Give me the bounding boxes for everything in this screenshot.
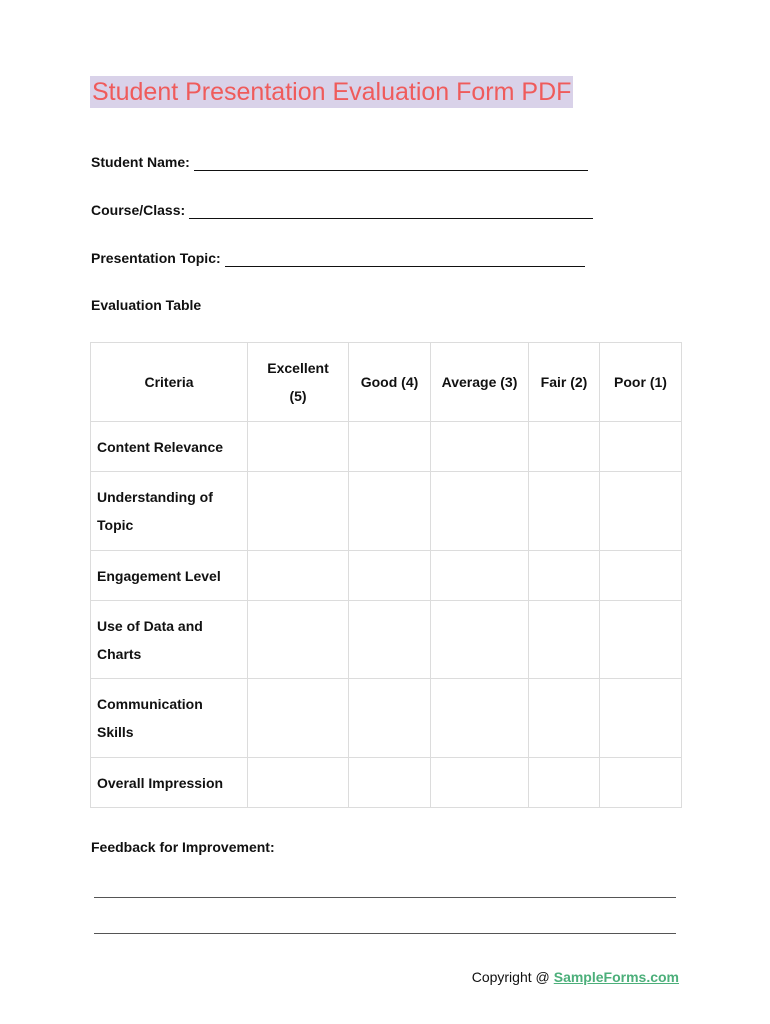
rating-cell-good[interactable]	[349, 551, 431, 601]
criteria-engagement-level	[91, 551, 248, 601]
criteria-label: Overall Impression	[97, 774, 224, 791]
header-criteria: Criteria	[91, 343, 248, 422]
rating-cell-poor[interactable]	[600, 679, 682, 758]
rating-cell-excellent[interactable]	[248, 679, 349, 758]
course-class-field	[91, 201, 593, 219]
rating-cell-fair[interactable]	[529, 601, 600, 679]
criteria-label: Content Relevance	[97, 438, 224, 455]
rating-cell-good[interactable]	[349, 758, 431, 808]
feedback-line-2[interactable]	[94, 933, 676, 934]
rating-cell-poor[interactable]	[600, 422, 682, 472]
feedback-heading: Feedback for Improvement:	[91, 839, 275, 855]
presentation-topic-label: Presentation Topic:	[91, 250, 221, 266]
course-class-label: Course/Class:	[91, 202, 186, 218]
header-good: Good (4)	[349, 343, 431, 422]
rating-cell-excellent[interactable]	[248, 472, 349, 551]
criteria-label: Use of Data and	[97, 617, 203, 634]
criteria-label-cont: Topic	[97, 517, 134, 533]
rating-cell-fair[interactable]	[529, 758, 600, 808]
header-excellent-line2: (5)	[289, 388, 307, 404]
rating-cell-poor[interactable]	[600, 758, 682, 808]
rating-cell-poor[interactable]	[600, 472, 682, 551]
rating-cell-excellent[interactable]	[248, 551, 349, 601]
footer-copyright	[472, 968, 679, 986]
evaluation-table	[90, 342, 682, 808]
rating-cell-average[interactable]	[431, 679, 529, 758]
rating-cell-fair[interactable]	[529, 551, 600, 601]
criteria-label: Understanding of	[97, 489, 213, 505]
header-excellent-line1: Excellent	[267, 360, 329, 376]
criteria-label-cont: Skills	[97, 724, 134, 740]
presentation-topic-blank[interactable]	[225, 252, 585, 267]
criteria-communication-skills	[91, 679, 248, 758]
table-header-row	[91, 343, 682, 422]
criteria-understanding-of-topic	[91, 472, 248, 551]
rating-cell-poor[interactable]	[600, 601, 682, 679]
criteria-use-of-data-and-charts	[91, 601, 248, 679]
rating-cell-good[interactable]	[349, 472, 431, 551]
rating-cell-average[interactable]	[431, 601, 529, 679]
rating-cell-good[interactable]	[349, 422, 431, 472]
student-name-field	[91, 153, 588, 171]
student-name-label: Student Name:	[91, 154, 190, 170]
rating-cell-average[interactable]	[431, 551, 529, 601]
rating-cell-average[interactable]	[431, 422, 529, 472]
feedback-line-1[interactable]	[94, 897, 676, 898]
table-row	[91, 422, 682, 472]
table-row	[91, 472, 682, 551]
table-row	[91, 679, 682, 758]
table-row	[91, 758, 682, 808]
header-fair: Fair (2)	[529, 343, 600, 422]
copyright-text: Copyright @	[471, 969, 550, 985]
table-row	[91, 601, 682, 679]
brand-link[interactable]: SampleForms.com	[553, 969, 679, 985]
rating-cell-average[interactable]	[431, 472, 529, 551]
rating-cell-excellent[interactable]	[248, 422, 349, 472]
student-name-blank[interactable]	[194, 156, 588, 171]
rating-cell-good[interactable]	[349, 679, 431, 758]
header-excellent	[248, 343, 349, 422]
criteria-label: Communication	[97, 696, 203, 712]
presentation-topic-field	[91, 249, 585, 267]
rating-cell-excellent[interactable]	[248, 601, 349, 679]
course-class-blank[interactable]	[189, 204, 593, 219]
criteria-label-cont: Charts	[97, 645, 142, 662]
criteria-label: Engagement Level	[97, 567, 221, 584]
rating-cell-fair[interactable]	[529, 679, 600, 758]
table-row	[91, 551, 682, 601]
criteria-overall-impression	[91, 758, 248, 808]
rating-cell-fair[interactable]	[529, 422, 600, 472]
rating-cell-average[interactable]	[431, 758, 529, 808]
rating-cell-fair[interactable]	[529, 472, 600, 551]
page-title: Student Presentation Evaluation Form PDF	[92, 78, 572, 106]
evaluation-heading: Evaluation Table	[91, 297, 202, 313]
rating-cell-excellent[interactable]	[248, 758, 349, 808]
header-poor: Poor (1)	[600, 343, 682, 422]
rating-cell-good[interactable]	[349, 601, 431, 679]
header-average: Average (3)	[431, 343, 529, 422]
rating-cell-poor[interactable]	[600, 551, 682, 601]
criteria-content-relevance	[91, 422, 248, 472]
